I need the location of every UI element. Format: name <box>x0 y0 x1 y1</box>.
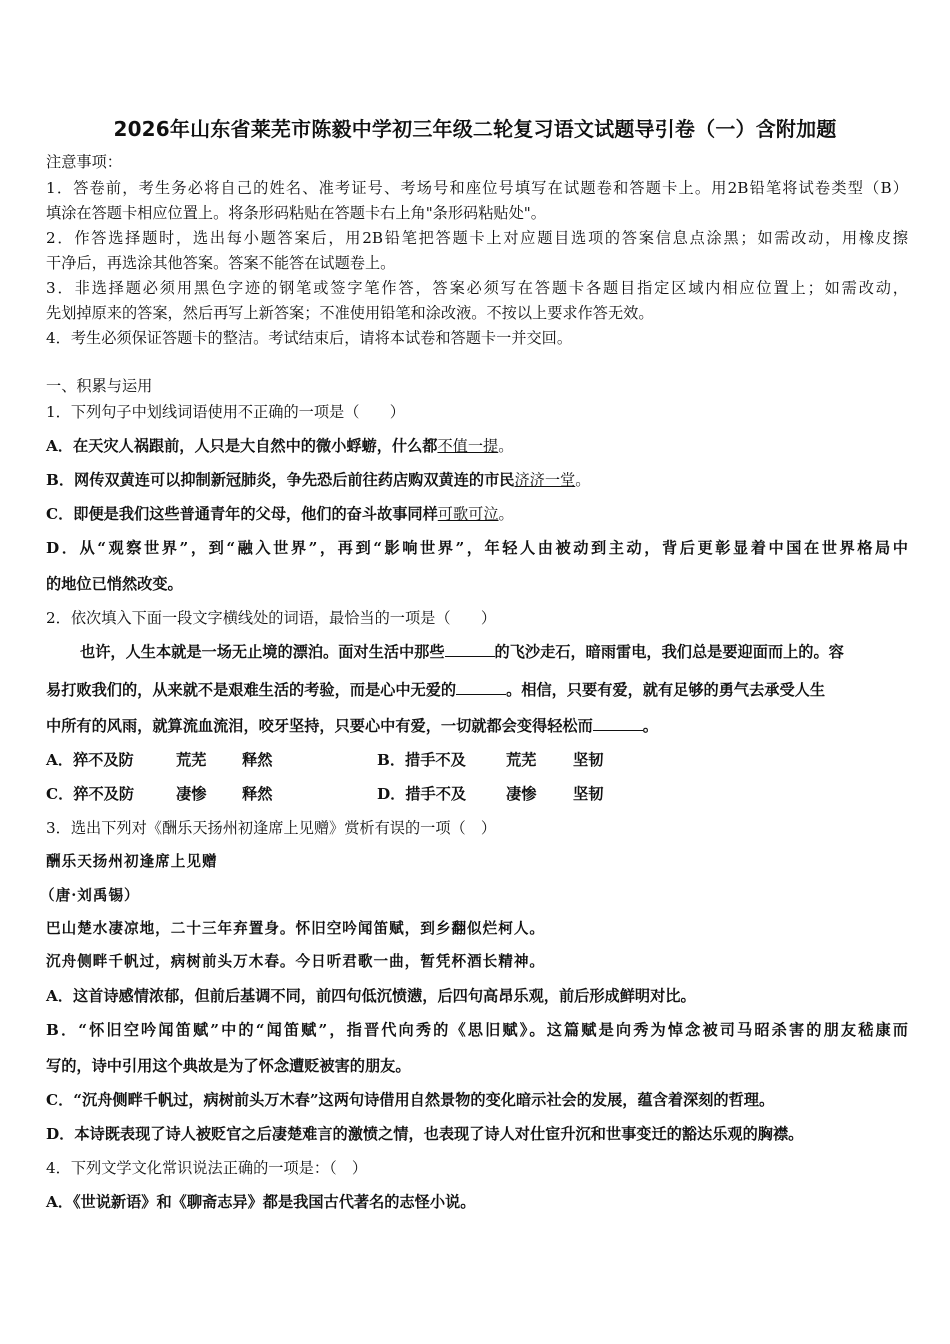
passage-text: 也许，人生本就是一场无止境的漂泊。面对生活中那些 <box>80 643 445 661</box>
passage-line <box>80 642 908 662</box>
question-stem: 4．下列文学文化常识说法正确的一项是：（ ） <box>46 1159 368 1177</box>
poem-line: 巴山楚水凄凉地，二十三年弃置身。怀旧空吟闻笛赋，到乡翻似烂柯人。 <box>46 920 546 937</box>
question-stem: 3．选出下列对《酬乐天扬州初逢席上见赠》赏析有误的一项（ ） <box>46 819 497 837</box>
option-a: A．这首诗感情浓郁，但前后基调不同，前四句低沉愤懑，后四句高昂乐观，前后形成鲜明对比。 <box>46 987 696 1005</box>
option-b-continued: 写的，诗中引用这个典故是为了怀念遭贬被害的朋友。 <box>46 1057 411 1075</box>
option-word: 措手不及 <box>405 751 466 769</box>
notice-line: 3．非选择题必须用黑色字迹的钢笔或签字笔作答，答案必须写在答题卡各题目指定区域内相应位置上；如需改动， <box>46 279 908 297</box>
poem-line: 沉舟侧畔千帆过，病树前头万木春。今日听君歌一曲，暂凭杯酒长精神。 <box>46 953 546 970</box>
underlined-phrase: 可歌可泣 <box>437 505 499 523</box>
option-b <box>46 470 908 490</box>
option-word: 荒芜 <box>506 751 537 769</box>
option-word: 凄惨 <box>176 785 207 803</box>
fill-blank <box>456 680 506 695</box>
passage-text: 易打败我们的，从来就不是艰难生活的考验，而是心中无爱的 <box>46 681 457 699</box>
question-stem: 2．依次填入下面一段文字横线处的词语，最恰当的一项是（ ） <box>46 609 497 627</box>
page-title: 2026年山东省莱芜市陈毅中学初三年级二轮复习语文试题导引卷（一）含附加题 <box>113 117 837 141</box>
passage-text: 的飞沙走石，暗雨雷电，我们总是要迎面而上的。容 <box>494 643 844 661</box>
option-word: 释然 <box>242 751 273 769</box>
section-heading: 一、积累与运用 <box>46 377 153 395</box>
option-b: B．“怀旧空吟闻笛赋”中的“闻笛赋”，指晋代向秀的《思旧赋》。这篇赋是向秀为悼念被司马昭杀害的朋友嵇康而 <box>46 1021 908 1039</box>
option-text: 。 <box>498 437 514 455</box>
underlined-phrase: 不值一提 <box>437 437 499 455</box>
option-letter: B． <box>377 751 406 769</box>
passage-line <box>46 680 908 700</box>
passage-line <box>46 716 908 736</box>
option-c <box>46 504 908 524</box>
option-d-continued: 的地位已悄然改变。 <box>46 575 183 593</box>
option-word: 坚韧 <box>573 751 604 769</box>
fill-blank <box>445 642 495 657</box>
option-word: 猝不及防 <box>73 785 135 803</box>
option-text: A．在天灾人祸跟前，人只是大自然中的微小蜉蝣，什么都 <box>46 437 438 455</box>
option-word: 坚韧 <box>573 785 604 803</box>
notice-line: 先划掉原来的答案，然后再写上新答案；不准使用铅笔和涂改液。不按以上要求作答无效。 <box>46 304 654 322</box>
notice-line: 干净后，再选涂其他答案。答案不能答在试题卷上。 <box>46 254 396 272</box>
option-c: C．“沉舟侧畔千帆过，病树前头万木春”这两句诗借用自然景物的变化暗示社会的发展，蕴含着深刻的哲理。 <box>46 1091 775 1109</box>
option-d: D．从“观察世界”，到“融入世界”，再到“影响世界”，年轻人由被动到主动，背后更彰显着中国在世界格局中 <box>46 539 908 557</box>
option-text: C．即便是我们这些普通青年的父母，他们的奋斗故事同样 <box>46 505 438 523</box>
option-a <box>46 436 908 456</box>
option-word: 措手不及 <box>405 785 467 803</box>
poem-title: 酬乐天扬州初逢席上见赠 <box>46 853 218 870</box>
option-word: 荒芜 <box>176 751 207 769</box>
option-word: 凄惨 <box>506 785 537 803</box>
option-text: 。 <box>575 471 591 489</box>
notice-line: 1．答卷前，考生务必将自己的姓名、准考证号、考场号和座位号填写在试题卷和答题卡上。用2B铅笔将试卷类型（B） <box>46 179 908 197</box>
option-letter: D． <box>377 785 406 803</box>
notice-heading: 注意事项： <box>46 153 122 171</box>
poem-author: （唐·刘禹锡） <box>40 887 140 904</box>
option-word: 释然 <box>242 785 273 803</box>
passage-text: 中所有的风雨，就算流血流泪，咬牙坚持，只要心中有爱，一切就都会变得轻松而 <box>46 717 593 735</box>
option-word: 猝不及防 <box>72 751 134 769</box>
option-letter: C． <box>46 785 74 803</box>
question-stem: 1．下列句子中划线词语使用不正确的一项是（ ） <box>46 403 405 421</box>
option-text: B．网传双黄连可以抑制新冠肺炎，争先恐后前往药店购双黄连的市民 <box>46 471 515 489</box>
notice-line: 2．作答选择题时，选出每小题答案后，用2B铅笔把答题卡上对应题目选项的答案信息点涂黑；如需改动，用橡皮擦 <box>46 229 908 247</box>
passage-text: 。相信，只要有爱，就有足够的勇气去承受人生 <box>506 681 825 699</box>
option-d: D．本诗既表现了诗人被贬官之后凄楚难言的激愤之情，也表现了诗人对仕宦升沉和世事变迁的豁达乐观的胸襟。 <box>46 1125 804 1143</box>
notice-line: 填涂在答题卡相应位置上。将条形码粘贴在答题卡右上角"条形码粘贴处"。 <box>46 204 546 222</box>
notice-line: 4．考生必须保证答题卡的整洁。考试结束后，请将本试卷和答题卡一并交回。 <box>46 329 573 347</box>
passage-text: 。 <box>642 717 658 735</box>
underlined-phrase: 济济一堂 <box>514 471 576 489</box>
fill-blank <box>593 716 643 731</box>
option-a: A．《世说新语》和《聊斋志异》都是我国古代著名的志怪小说。 <box>46 1193 476 1211</box>
option-text: 。 <box>498 505 514 523</box>
option-letter: A． <box>46 751 73 769</box>
